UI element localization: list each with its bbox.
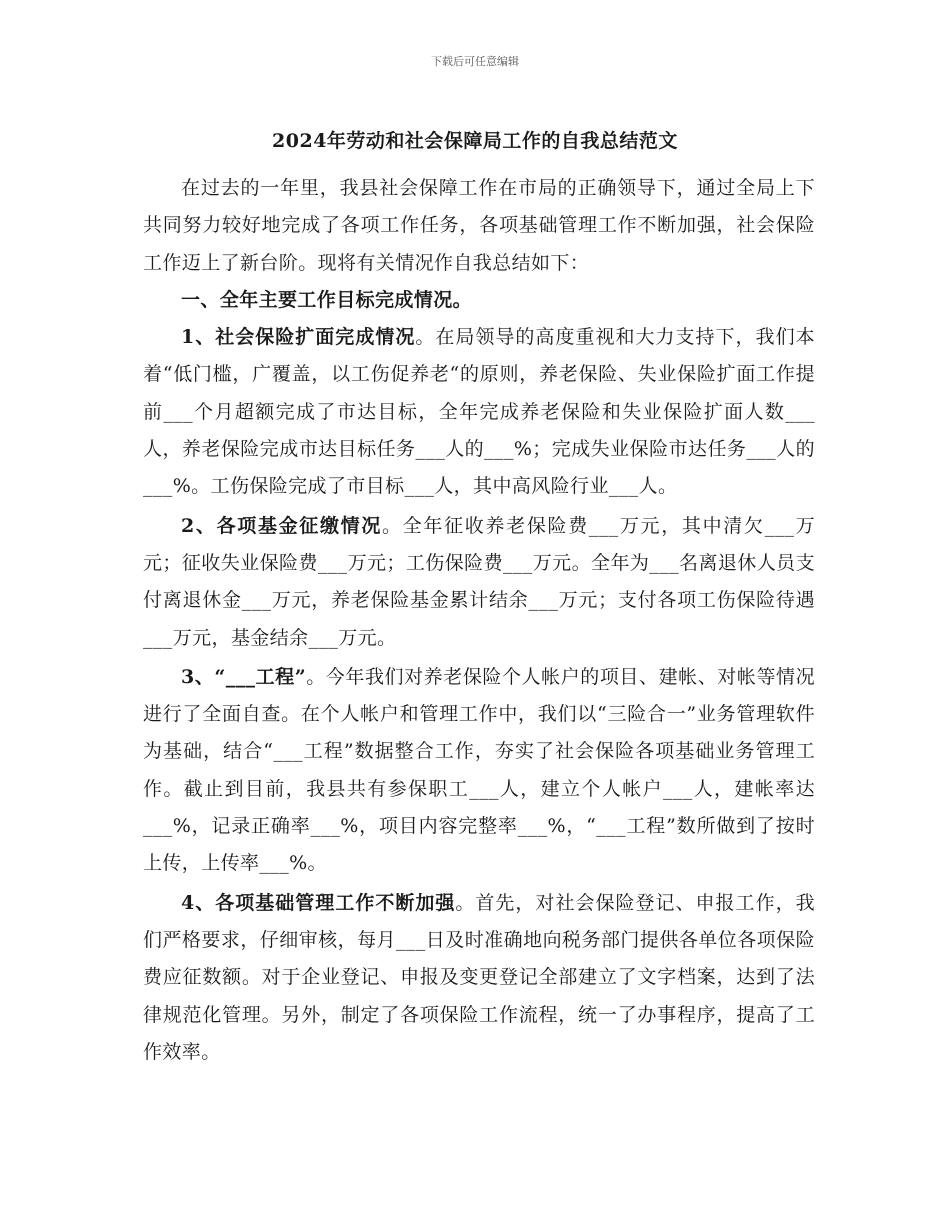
item-1-heading: 1、社会保险扩面完成情况 — [181, 326, 416, 349]
intro-paragraph: 在过去的一年里，我县社会保障工作在市局的正确领导下，通过全局上下共同努力较好地完成了各项工作任务，各项基础管理工作不断加强，社会保险工作迈上了新台阶。现将有关情况作自我总结如下： — [143, 177, 815, 274]
download-watermark: 下载后可任意编辑 — [431, 55, 519, 68]
section-heading — [143, 282, 815, 319]
item-3-body: 。今年我们对养老保险个人帐户的项目、建帐、对帐等情况进行了全面自查。在个人帐户和管理工作中，我们以“三险合一”业务管理软件为基础，结合“___工程”数据整合工作，夯实了社会保险各项基础业务管理工作。截止到目前，我县共有参保职工___人，建立个人帐户___人，建帐率达___%，记录正确率___%，项目内容完整率___%，“___工程”数所做到了按时上传，上传率___%。 — [143, 665, 815, 875]
document-body — [143, 170, 815, 1071]
document-title: 2024年劳动和社会保障局工作的自我总结范文 — [272, 130, 678, 152]
item-4-heading: 4、各项基础管理工作不断加强 — [181, 891, 456, 914]
item-2-heading: 2、各项基金征缴情况 — [181, 514, 383, 537]
item-1-paragraph — [143, 319, 815, 505]
item-3-heading: 3、“___工程” — [181, 665, 307, 688]
item-2-body: 。全年征收养老保险费___万元，其中清欠___万元；征收失业保险费___万元；工伤保险费___万元。全年为___名离退休人员支付离退休金___万元，养老保险基金累计结余___万元；支付各项工伤保险待遇___万元，基金结余___万元。 — [143, 514, 815, 649]
item-4-paragraph — [143, 885, 815, 1071]
item-1-body: 。在局领导的高度重视和大力支持下，我们本着“低门槛，广覆盖，以工伤促养老“的原则，养老保险、失业保险扩面工作提前___个月超额完成了市达目标，全年完成养老保险和失业保险扩面人数___人，养老保险完成市达目标任务___人的___%；完成失业保险市达任务___人的___%。工伤保险完成了市目标___人，其中高风险行业___人。 — [143, 326, 815, 498]
item-4-body: 。首先，对社会保险登记、申报工作，我们严格要求，仔细审核，每月___日及时准确地向税务部门提供各单位各项保险费应征数额。对于企业登记、申报及变更登记全部建立了文字档案，达到了法律规范化管理。另外，制定了各项保险工作流程，统一了办事程序，提高了工作效率。 — [143, 891, 815, 1063]
item-3-paragraph — [143, 659, 815, 883]
section-heading-text: 一、全年主要工作目标完成情况。 — [181, 288, 473, 311]
item-2-paragraph — [143, 508, 815, 657]
